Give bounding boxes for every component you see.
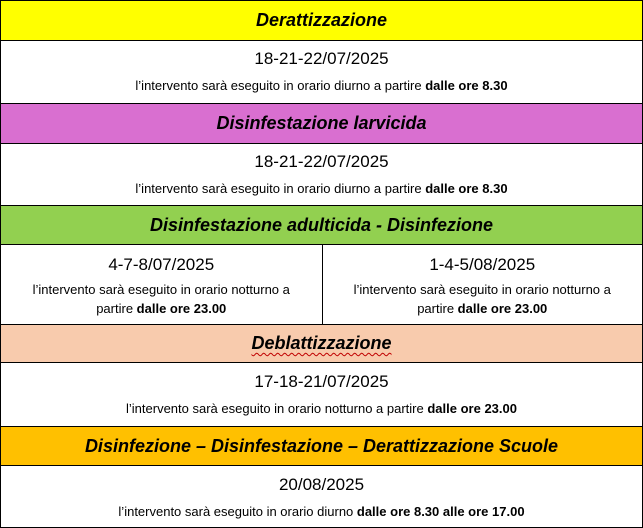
- schedule-date: 20/08/2025: [278, 475, 365, 494]
- section-header-adulticida: [0, 205, 643, 244]
- section-header-derattizzazione: [0, 0, 643, 40]
- note-time: dalle ore 23.00: [136, 301, 227, 316]
- schedule-right: [322, 245, 643, 324]
- section-header-scuole: [0, 426, 643, 465]
- section-header-larvicida: [0, 103, 643, 143]
- note-time: dalle ore 23.00: [427, 401, 517, 416]
- schedule-note: [1, 76, 642, 95]
- note-time: dalle ore 8.30: [425, 181, 508, 196]
- section-title: Disinfezione – Disinfestazione – Derattizzazione Scuole: [84, 435, 559, 456]
- section-title: Disinfestazione larvicida: [216, 113, 427, 133]
- note-time: dalle ore 23.00: [457, 301, 548, 316]
- section-body-adulticida: [0, 244, 643, 324]
- section-title: Deblattizzazione: [251, 333, 392, 353]
- schedule-note-line2: [1, 299, 322, 318]
- note-time: dalle ore 8.30: [425, 78, 508, 93]
- schedule-note: [1, 179, 642, 198]
- note-text: partire: [417, 301, 458, 316]
- schedule-date: 18-21-22/07/2025: [254, 49, 389, 68]
- section-body-derattizzazione: [0, 40, 643, 103]
- note-text: partire: [96, 301, 137, 316]
- schedule-left: [1, 245, 322, 324]
- schedule-note-line1: l’intervento sarà eseguito in orario notturno a: [32, 282, 290, 297]
- schedule-date: 1-4-5/08/2025: [429, 255, 536, 274]
- note-text: l’intervento sarà eseguito in orario notturno a partire: [126, 401, 428, 416]
- schedule-note-line1: l’intervento sarà eseguito in orario notturno a: [353, 282, 611, 297]
- note-text: l’intervento sarà eseguito in orario diurno: [118, 504, 357, 519]
- schedule-date: 18-21-22/07/2025: [254, 152, 389, 171]
- note-text: l’intervento sarà eseguito in orario diurno a partire: [135, 78, 426, 93]
- schedule-note: [1, 502, 642, 521]
- section-body-larvicida: [0, 143, 643, 205]
- section-body-scuole: [0, 465, 643, 528]
- section-title: Derattizzazione: [255, 10, 388, 30]
- schedule-date: 4-7-8/07/2025: [108, 255, 215, 274]
- note-text: l’intervento sarà eseguito in orario diurno a partire: [135, 181, 426, 196]
- section-header-deblattizzazione: [0, 324, 643, 362]
- schedule-date: 17-18-21/07/2025: [254, 372, 389, 391]
- note-time: dalle ore 8.30 alle ore 17.00: [356, 504, 525, 519]
- section-body-deblattizzazione: [0, 362, 643, 426]
- schedule-note: [1, 399, 642, 418]
- section-title: Disinfestazione adulticida - Disinfezione: [149, 214, 494, 235]
- schedule-note-line2: [323, 299, 643, 318]
